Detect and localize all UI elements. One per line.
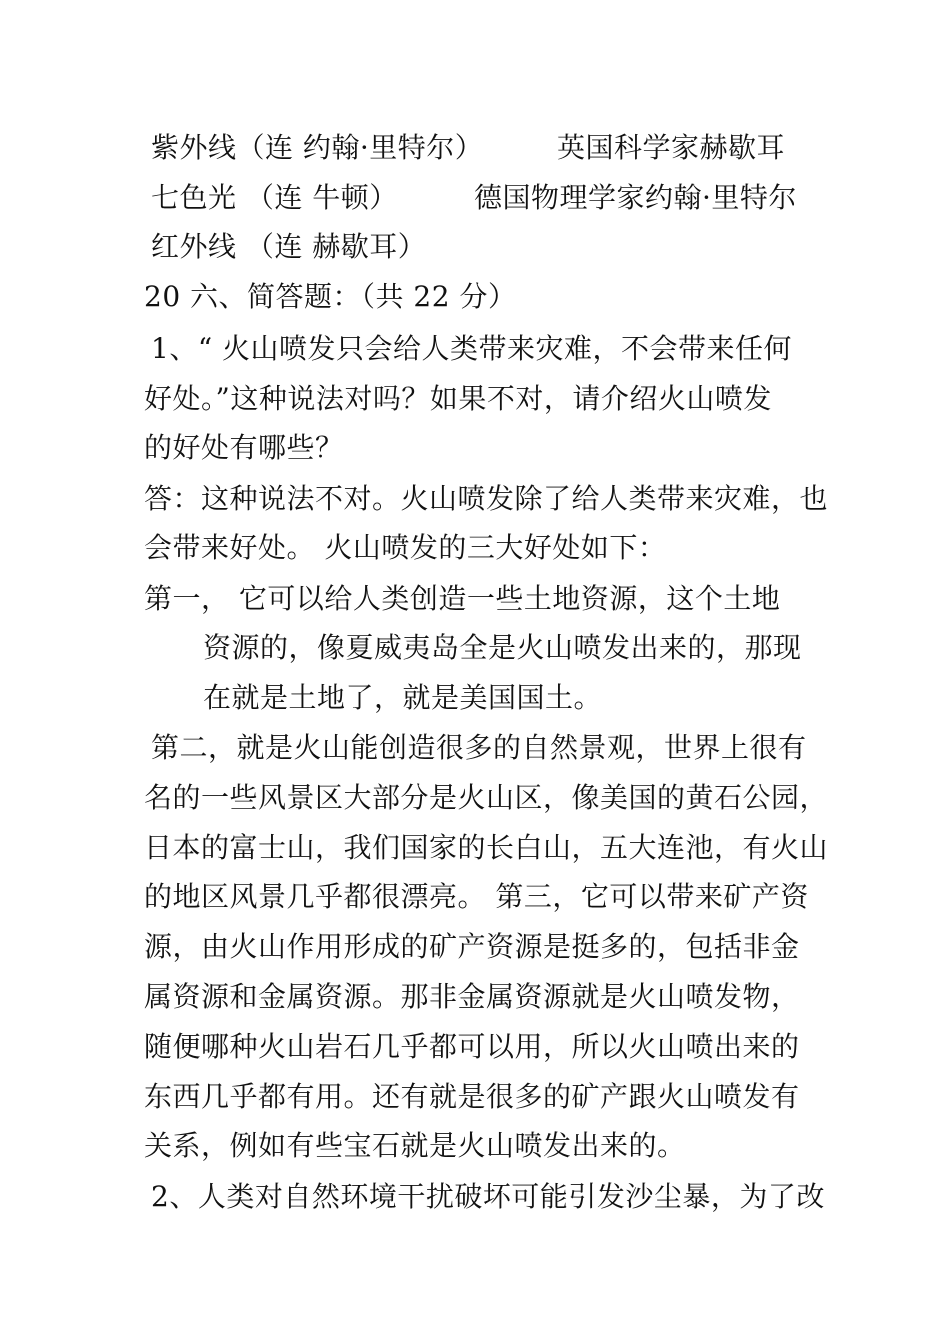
answer-line-2: 会带来好处。 火山喷发的三大好处如下： bbox=[144, 531, 667, 564]
question-1-line-3: 的好处有哪些？ bbox=[144, 431, 344, 464]
answer-line-6: 第二，就是火山能创造很多的自然景观，世界上很有 bbox=[151, 731, 807, 764]
answer-line-7: 名的一些风景区大部分是火山区，像美国的黄石公园， bbox=[144, 781, 829, 814]
answer-line-10: 源，由火山作用形成的矿产资源是挺多的，包括非金 bbox=[144, 930, 800, 963]
answer-line-9: 的地区风景几乎都很漂亮。 第三，它可以带来矿产资 bbox=[144, 880, 809, 913]
matching-right-2: 德国物理学家约翰·里特尔 bbox=[474, 181, 797, 214]
answer-line-4: 资源的，像夏威夷岛全是火山喷发出来的，那现 bbox=[203, 631, 802, 664]
answer-line-12: 随便哪种火山岩石几乎都可以用，所以火山喷出来的 bbox=[144, 1030, 800, 1063]
answer-line-5: 在就是土地了，就是美国国土。 bbox=[203, 681, 603, 714]
answer-line-11: 属资源和金属资源。那非金属资源就是火山喷发物， bbox=[144, 980, 800, 1013]
answer-line-8: 日本的富士山，我们国家的长白山，五大连池，有火山 bbox=[144, 831, 829, 864]
matching-left-2: 七色光 （连 牛顿） bbox=[151, 181, 398, 214]
question-2-line-1: 2、人类对自然环境干扰破坏可能引发沙尘暴，为了改 bbox=[151, 1180, 825, 1213]
answer-line-13: 东西几乎都有用。还有就是很多的矿产跟火山喷发有 bbox=[144, 1080, 800, 1113]
answer-line-14: 关系，例如有些宝石就是火山喷发出来的。 bbox=[144, 1129, 686, 1162]
answer-line-1: 答：这种说法不对。火山喷发除了给人类带来灾难，也 bbox=[144, 482, 829, 515]
matching-right-1: 英国科学家赫歇耳 bbox=[557, 131, 786, 164]
matching-left-3: 红外线 （连 赫歇耳） bbox=[151, 230, 427, 263]
question-1-line-1: 1、“ 火山喷发只会给人类带来灾难，不会带来任何 bbox=[151, 332, 793, 365]
answer-line-3: 第一， 它可以给人类创造一些土地资源，这个土地 bbox=[144, 582, 781, 615]
question-1-line-2: 好处。”这种说法对吗？如果不对，请介绍火山喷发 bbox=[144, 382, 772, 415]
section-heading: 20 六、简答题：（共 22 分） bbox=[144, 280, 517, 313]
matching-left-1: 紫外线（连 约翰·里特尔） bbox=[151, 131, 484, 164]
